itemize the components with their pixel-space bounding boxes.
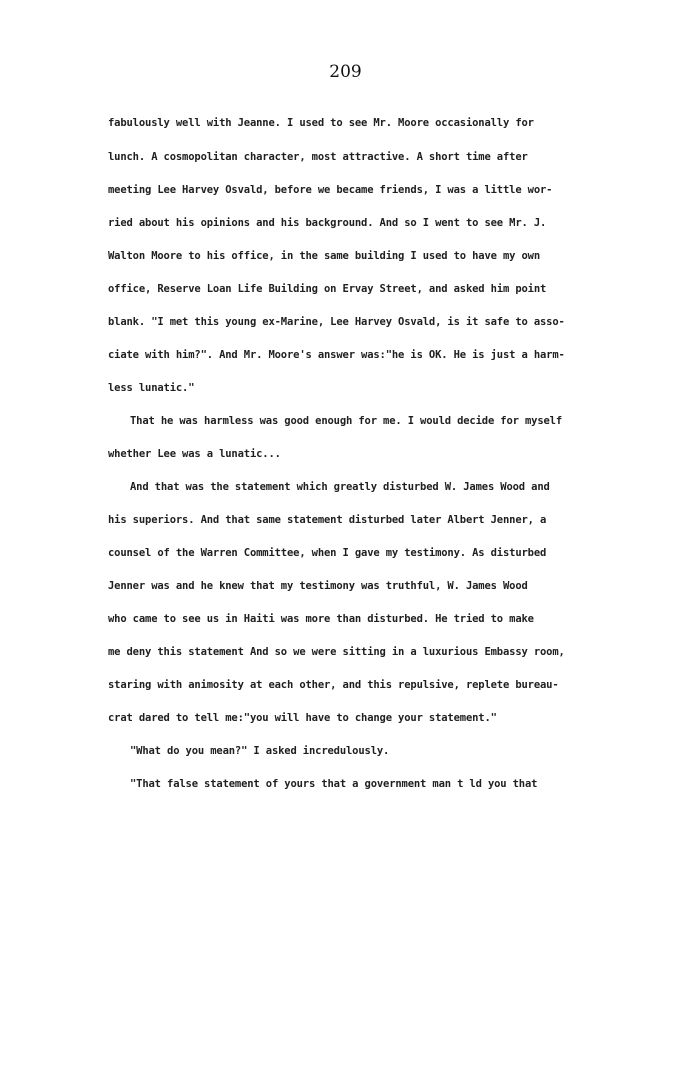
text-line: ried about his opinions and his background. And so I went to see Mr. J. bbox=[108, 217, 547, 229]
text-line: Jenner was and he knew that my testimony was truthful, W. James Wood bbox=[108, 580, 528, 592]
text-line: blank. "I met this young ex-Marine, Lee Harvey Osvald, is it safe to asso- bbox=[108, 316, 565, 328]
text-line: And that was the statement which greatly disturbed W. James Wood and bbox=[130, 481, 550, 493]
text-line: ciate with him?". And Mr. Moore's answer was:"he is OK. He is just a harm- bbox=[108, 349, 565, 361]
text-line: who came to see us in Haiti was more than disturbed. He tried to make bbox=[108, 613, 534, 625]
text-line: lunch. A cosmopolitan character, most attractive. A short time after bbox=[108, 151, 528, 163]
text-line: meeting Lee Harvey Osvald, before we became friends, I was a little wor- bbox=[108, 184, 553, 196]
text-line: "What do you mean?" I asked incredulously. bbox=[130, 745, 390, 757]
text-line: That he was harmless was good enough for me. I would decide for myself bbox=[130, 415, 563, 427]
text-line: "That false statement of yours that a government man t ld you that bbox=[130, 778, 538, 790]
text-line: crat dared to tell me:"you will have to change your statement." bbox=[108, 712, 497, 724]
text-line: office, Reserve Loan Life Building on Ervay Street, and asked him point bbox=[108, 283, 547, 295]
text-line: me deny this statement And so we were sitting in a luxurious Embassy room, bbox=[108, 646, 565, 658]
text-line: fabulously well with Jeanne. I used to see Mr. Moore occasionally for bbox=[108, 117, 534, 129]
text-line: Walton Moore to his office, in the same building I used to have my own bbox=[108, 250, 541, 262]
text-line: staring with animosity at each other, and this repulsive, replete bureau- bbox=[108, 679, 559, 691]
text-line: whether Lee was a lunatic... bbox=[108, 448, 281, 460]
page-number: 209 bbox=[329, 62, 362, 82]
text-line: counsel of the Warren Committee, when I gave my testimony. As disturbed bbox=[108, 547, 547, 559]
text-line: his superiors. And that same statement disturbed later Albert Jenner, a bbox=[108, 514, 547, 526]
text-line: less lunatic." bbox=[108, 382, 195, 394]
